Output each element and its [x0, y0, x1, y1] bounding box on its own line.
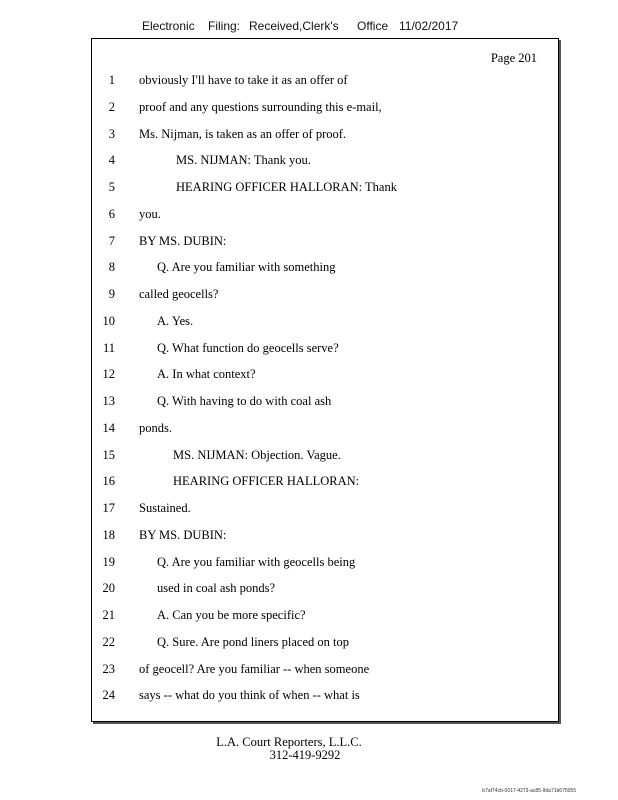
line-number: 10	[102, 313, 115, 328]
transcript-line	[92, 581, 558, 607]
transcript-line	[92, 100, 558, 126]
line-number: 13	[102, 394, 115, 408]
line-number: 17	[102, 501, 115, 515]
line-number: 9	[108, 287, 115, 301]
line-number: 4	[108, 153, 115, 168]
line-text: A. Can you be more specific?	[157, 608, 306, 622]
line-number: 22	[102, 634, 115, 649]
line-text: A. In what context?	[157, 367, 256, 382]
transcript-line	[92, 180, 558, 206]
line-number: 15	[102, 447, 115, 462]
page-number: Page 201	[490, 51, 537, 65]
transcript-line	[92, 528, 558, 554]
header-date: 11/02/2017	[399, 19, 459, 33]
line-text: MS. NIJMAN: Thank you.	[176, 153, 311, 168]
line-text: Sustained.	[139, 501, 191, 515]
document-hash: b7af74cb-0017-4273-ac85-9da71b675055	[482, 788, 576, 794]
header-electronic: Electronic	[142, 19, 195, 33]
line-number: 24	[102, 688, 115, 703]
transcript-line	[92, 260, 558, 286]
line-number: 3	[108, 126, 115, 141]
transcript-line	[92, 394, 558, 420]
footer-phone: 312-419-9292	[269, 748, 341, 762]
header-office: Office	[357, 19, 389, 33]
line-number: 18	[102, 527, 115, 542]
line-text: ponds.	[139, 420, 172, 435]
transcript-line	[92, 501, 558, 527]
line-text: HEARING OFFICER HALLORAN:	[173, 474, 360, 489]
line-text: MS. NIJMAN: Objection. Vague.	[173, 447, 341, 462]
transcript-line	[92, 153, 558, 179]
line-number: 21	[102, 608, 115, 622]
line-number: 8	[108, 260, 115, 275]
line-number: 1	[108, 73, 115, 87]
line-text: Q. Are you familiar with something	[157, 260, 336, 275]
transcript-line	[92, 341, 558, 367]
line-number: 16	[102, 474, 115, 489]
line-text: Ms. Nijman, is taken as an offer of proof.	[139, 126, 347, 141]
line-text: BY MS. DUBIN:	[139, 527, 227, 542]
line-text: Q. What function do geocells serve?	[157, 340, 339, 355]
line-text: used in coal ash ponds?	[157, 581, 276, 596]
line-text: Q. With having to do with coal ash	[157, 394, 332, 408]
transcript-line	[92, 474, 558, 500]
line-number: 11	[102, 340, 115, 355]
line-number: 7	[108, 233, 115, 248]
line-text: says -- what do you think of when -- what is	[139, 688, 360, 703]
line-text: obviously I'll have to take it as an offer of	[139, 73, 348, 87]
footer-company: L.A. Court Reporters, L.L.C.	[216, 735, 362, 749]
transcript-line	[92, 555, 558, 581]
transcript-line	[92, 608, 558, 634]
header-received: Received,Clerk's	[249, 19, 339, 33]
transcript-line	[92, 367, 558, 393]
line-text: proof and any questions surrounding this e-mail,	[139, 99, 382, 114]
transcript-line	[92, 635, 558, 661]
line-number: 5	[108, 180, 115, 194]
line-number: 20	[102, 581, 115, 596]
transcript-page	[91, 38, 559, 722]
line-text: A. Yes.	[157, 313, 194, 328]
line-text: of geocell? Are you familiar -- when someone	[139, 661, 370, 676]
line-number: 23	[102, 661, 115, 676]
header-filing: Filing:	[208, 19, 241, 33]
transcript-line	[92, 73, 558, 99]
line-number: 14	[102, 420, 115, 435]
transcript-line	[92, 448, 558, 474]
transcript-line	[92, 207, 558, 233]
transcript-line	[92, 662, 558, 688]
line-number: 19	[102, 554, 115, 569]
line-number: 2	[108, 99, 115, 114]
line-text: HEARING OFFICER HALLORAN: Thank	[176, 180, 397, 194]
transcript-line	[92, 421, 558, 447]
line-text: Q. Sure. Are pond liners placed on top	[157, 634, 349, 649]
line-text: you.	[139, 206, 161, 221]
line-number: 12	[102, 367, 115, 382]
transcript-line	[92, 314, 558, 340]
transcript-line	[92, 688, 558, 714]
transcript-line	[92, 234, 558, 260]
line-number: 6	[108, 206, 115, 221]
line-text: called geocells?	[139, 287, 219, 301]
transcript-line	[92, 127, 558, 153]
filing-header	[0, 19, 618, 37]
line-text: BY MS. DUBIN:	[139, 233, 227, 248]
transcript-line	[92, 287, 558, 313]
line-text: Q. Are you familiar with geocells being	[157, 554, 356, 569]
